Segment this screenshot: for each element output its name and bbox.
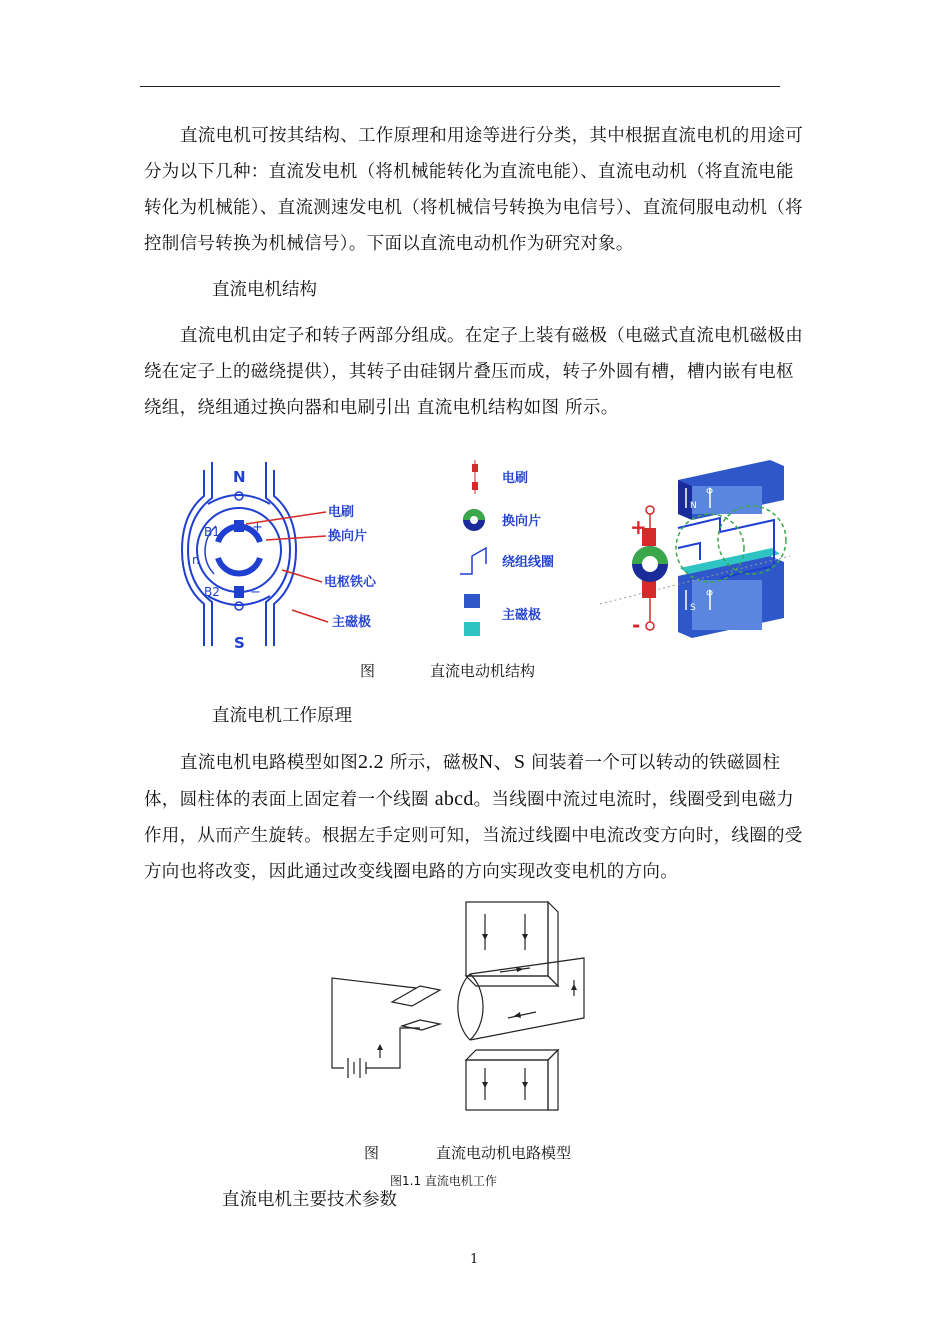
legend-brush-label: 电刷 — [502, 471, 529, 486]
legend-brush-icon — [472, 460, 478, 494]
legend-main-pole-label: 主磁极 — [502, 608, 542, 623]
principle-paragraph — [144, 744, 809, 890]
section-heading-parameters: 直流电机主要技术参数 — [222, 1190, 397, 1210]
figure2-caption-prefix: 图 — [364, 1144, 380, 1162]
pole-s-3d-label: S — [690, 603, 696, 613]
legend-coil-icon — [460, 548, 486, 574]
principle-coil: abcd — [434, 788, 474, 810]
brush-b2-label: B2 — [204, 585, 220, 599]
pole-s-label: S — [234, 634, 245, 652]
brush-minus-label: − — [250, 585, 261, 600]
legend-commutator-label: 换向片 — [502, 514, 542, 529]
terminal-minus-label: - — [632, 613, 641, 637]
motor-structure-figure — [180, 456, 810, 656]
legend-commutator-icon — [463, 509, 485, 531]
principle-poles: N、S — [478, 751, 526, 773]
flux-phi-top-label: Φ — [706, 487, 714, 497]
brush-b1-icon — [234, 520, 244, 532]
principle-text-2: 所示，磁极 — [389, 753, 479, 773]
callout-main-pole: 主磁极 — [332, 615, 372, 630]
principle-text-4: 。当线圈中流过电流时，线圈受到电磁力作用，从而产生旋转。根据左手定则可知，当流过线圈中电流改变方向时，线圈的受方向也将改变，因此通过改变线圈电路的方向实现改变电机的方向。 — [144, 790, 803, 882]
rotation-n-label: n — [192, 553, 200, 567]
section-heading-structure: 直流电机结构 — [212, 280, 317, 300]
principle-fig-ref: 2.2 — [358, 751, 384, 773]
section-heading-principle: 直流电机工作原理 — [212, 706, 352, 726]
brush-plus-label: + — [252, 520, 263, 535]
figure1-caption-prefix: 图 — [360, 662, 376, 680]
brush-b1-label: B1 — [204, 525, 220, 539]
legend-main-pole-icon — [464, 594, 480, 636]
structure-paragraph: 直流电机由定子和转子两部分组成。在定子上装有磁极（电磁式直流电机磁极由绕在定子上的磁绕提供），其转子由硅钢片叠压而成，转子外圆有槽，槽内嵌有电枢绕组，绕组通过换向器和电刷引出 直流电机结构如图 所示。 — [144, 326, 803, 418]
callout-armature-core: 电枢铁心 — [324, 575, 377, 590]
circuit-model-figure — [320, 900, 600, 1115]
terminal-plus-label: + — [630, 515, 647, 539]
callout-commutator: 换向片 — [328, 529, 368, 544]
principle-text-3: 间装着一个可以转动的铁磁圆柱体，圆柱体的表面上固定着一个线圈 — [144, 753, 781, 810]
principle-text-1: 直流电机电路模型如图 — [180, 753, 358, 773]
header-rule — [140, 86, 780, 87]
page-number: 1 — [470, 1252, 479, 1267]
pole-n-3d-label: N — [690, 501, 697, 511]
legend-coil-label: 绕组线圈 — [502, 555, 555, 570]
brush-b2-icon — [234, 586, 244, 598]
figure2-caption-title: 直流电动机电路模型 — [436, 1144, 572, 1162]
figure2-sub-caption: 图1.1 直流电机工作 — [390, 1174, 497, 1188]
pole-n-label: N — [233, 468, 246, 486]
callout-brush: 电刷 — [328, 505, 355, 520]
intro-paragraph: 直流电机可按其结构、工作原理和用途等进行分类，其中根据直流电机的用途可分为以下几种：直流发电机（将机械能转化为直流电能）、直流电动机（将直流电能转化为机械能）、直流测速发电机（将机械信号转换为电信号）、直流伺服电动机（将控制信号转换为机械信号）。下面以直流电动机作为研究对象。 — [144, 126, 803, 254]
figure1-caption-title: 直流电动机结构 — [430, 662, 536, 680]
flux-phi-bottom-label: Φ — [706, 589, 714, 599]
